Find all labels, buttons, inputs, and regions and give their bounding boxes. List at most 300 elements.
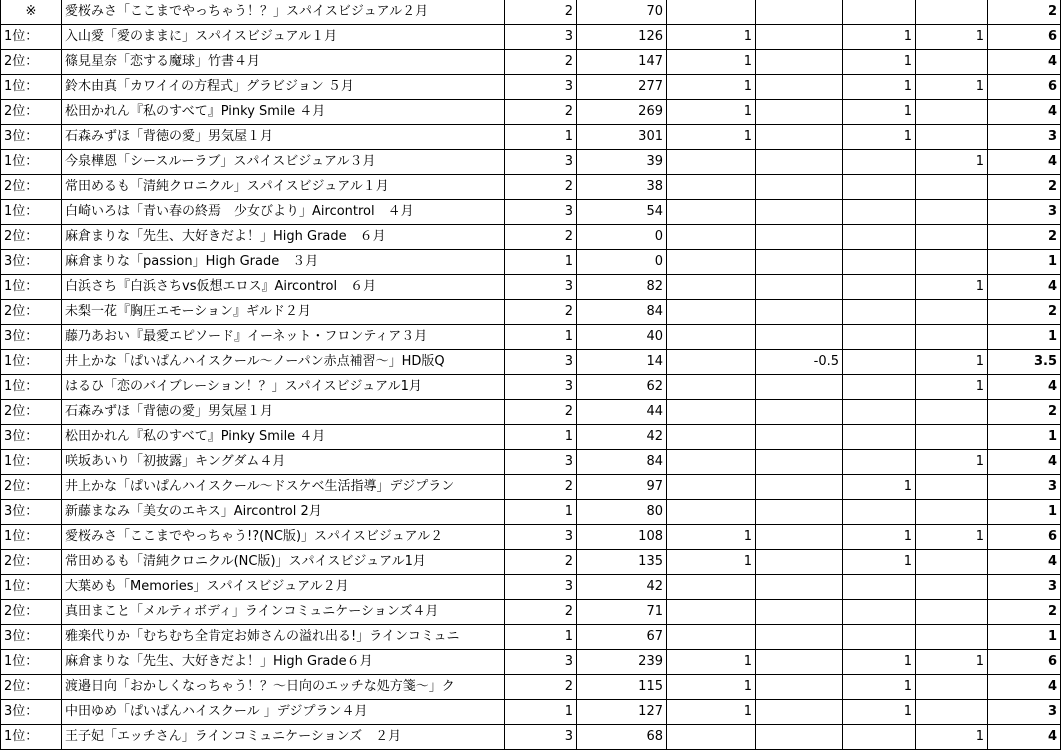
score-d-cell[interactable]: [756, 725, 843, 750]
points-cell[interactable]: 2: [505, 175, 577, 200]
score-f-cell[interactable]: [916, 200, 988, 225]
rank-cell[interactable]: 3位：: [1, 500, 62, 525]
points-cell[interactable]: 3: [505, 75, 577, 100]
points-cell[interactable]: 3: [505, 25, 577, 50]
score-e-cell[interactable]: [843, 175, 916, 200]
title-cell[interactable]: 麻倉まりな「passion」High Grade ３月: [62, 250, 505, 275]
total-cell[interactable]: 2: [988, 175, 1061, 200]
total-cell[interactable]: 4: [988, 450, 1061, 475]
count-cell[interactable]: 70: [577, 0, 667, 25]
count-cell[interactable]: 71: [577, 600, 667, 625]
points-cell[interactable]: 1: [505, 425, 577, 450]
table-row: [1, 325, 1061, 350]
points-cell[interactable]: 3: [505, 725, 577, 750]
score-c-cell[interactable]: [667, 225, 756, 250]
count-cell[interactable]: 62: [577, 375, 667, 400]
points-cell[interactable]: 2: [505, 300, 577, 325]
count-cell[interactable]: 14: [577, 350, 667, 375]
count-cell[interactable]: 301: [577, 125, 667, 150]
score-d-cell[interactable]: [756, 25, 843, 50]
rank-cell[interactable]: 1位：: [1, 75, 62, 100]
count-cell[interactable]: 38: [577, 175, 667, 200]
score-d-cell[interactable]: [756, 400, 843, 425]
score-e-cell[interactable]: [843, 725, 916, 750]
score-f-cell[interactable]: [916, 100, 988, 125]
count-cell[interactable]: 135: [577, 550, 667, 575]
score-e-cell[interactable]: [843, 0, 916, 25]
score-d-cell[interactable]: -0.5: [756, 350, 843, 375]
points-cell[interactable]: 3: [505, 275, 577, 300]
rank-cell[interactable]: 3位：: [1, 625, 62, 650]
score-c-cell[interactable]: [667, 0, 756, 25]
score-e-cell[interactable]: [843, 625, 916, 650]
count-cell[interactable]: 127: [577, 700, 667, 725]
table-row: [1, 425, 1061, 450]
score-d-cell[interactable]: [756, 600, 843, 625]
points-cell[interactable]: 1: [505, 325, 577, 350]
score-e-cell[interactable]: [843, 325, 916, 350]
score-c-cell[interactable]: 1: [667, 525, 756, 550]
score-f-cell[interactable]: 1: [916, 725, 988, 750]
title-cell[interactable]: 新藤まなみ「美女のエキス」Aircontrol 2月: [62, 500, 505, 525]
table-row: [1, 400, 1061, 425]
score-f-cell[interactable]: [916, 300, 988, 325]
table-row: [1, 475, 1061, 500]
score-f-cell[interactable]: [916, 500, 988, 525]
table-row: [1, 450, 1061, 475]
points-cell[interactable]: 2: [505, 475, 577, 500]
points-cell[interactable]: 1: [505, 625, 577, 650]
score-e-cell[interactable]: [843, 275, 916, 300]
total-cell[interactable]: 1: [988, 250, 1061, 275]
total-cell[interactable]: 3: [988, 200, 1061, 225]
count-cell[interactable]: 67: [577, 625, 667, 650]
score-d-cell[interactable]: [756, 700, 843, 725]
score-e-cell[interactable]: 1: [843, 50, 916, 75]
points-cell[interactable]: 1: [505, 500, 577, 525]
score-f-cell[interactable]: [916, 325, 988, 350]
score-c-cell[interactable]: [667, 375, 756, 400]
score-d-cell[interactable]: [756, 125, 843, 150]
score-f-cell[interactable]: [916, 475, 988, 500]
total-cell[interactable]: 3: [988, 700, 1061, 725]
score-c-cell[interactable]: 1: [667, 75, 756, 100]
rank-cell[interactable]: 1位：: [1, 25, 62, 50]
table-row: [1, 100, 1061, 125]
title-cell[interactable]: 今泉樺恩「シースルーラブ」スパイスビジュアル３月: [62, 150, 505, 175]
title-cell[interactable]: 篠見星奈「恋する魔球」竹書４月: [62, 50, 505, 75]
score-f-cell[interactable]: [916, 225, 988, 250]
title-cell[interactable]: 未梨一花『胸圧エモーション』ギルド２月: [62, 300, 505, 325]
count-cell[interactable]: 277: [577, 75, 667, 100]
total-cell[interactable]: 4: [988, 375, 1061, 400]
rank-cell[interactable]: ※: [1, 0, 62, 25]
score-c-cell[interactable]: [667, 200, 756, 225]
count-cell[interactable]: 84: [577, 450, 667, 475]
score-f-cell[interactable]: [916, 0, 988, 25]
score-e-cell[interactable]: [843, 450, 916, 475]
table-row: [1, 25, 1061, 50]
score-d-cell[interactable]: [756, 525, 843, 550]
count-cell[interactable]: 0: [577, 250, 667, 275]
rank-cell[interactable]: 2位：: [1, 175, 62, 200]
rank-cell[interactable]: 2位：: [1, 475, 62, 500]
table-row: [1, 225, 1061, 250]
total-cell[interactable]: 4: [988, 675, 1061, 700]
table-row: [1, 250, 1061, 275]
score-d-cell[interactable]: [756, 50, 843, 75]
score-c-cell[interactable]: [667, 150, 756, 175]
score-e-cell[interactable]: [843, 600, 916, 625]
points-cell[interactable]: 3: [505, 200, 577, 225]
points-cell[interactable]: 3: [505, 525, 577, 550]
points-cell[interactable]: 2: [505, 675, 577, 700]
total-cell[interactable]: 1: [988, 325, 1061, 350]
total-cell[interactable]: 6: [988, 75, 1061, 100]
score-c-cell[interactable]: [667, 175, 756, 200]
score-d-cell[interactable]: [756, 500, 843, 525]
total-cell[interactable]: 6: [988, 25, 1061, 50]
score-d-cell[interactable]: [756, 75, 843, 100]
title-cell[interactable]: 藤乃あおい『最愛エピソード』イーネット・フロンティア３月: [62, 325, 505, 350]
table-row: [1, 375, 1061, 400]
score-e-cell[interactable]: [843, 425, 916, 450]
title-cell[interactable]: 麻倉まりな「先生、大好きだよ！」High Grade６月: [62, 650, 505, 675]
rank-cell[interactable]: 1位：: [1, 200, 62, 225]
score-c-cell[interactable]: 1: [667, 100, 756, 125]
score-e-cell[interactable]: 1: [843, 475, 916, 500]
total-cell[interactable]: 4: [988, 550, 1061, 575]
title-cell[interactable]: 麻倉まりな「先生、大好きだよ！」High Grade ６月: [62, 225, 505, 250]
score-d-cell[interactable]: [756, 625, 843, 650]
score-c-cell[interactable]: [667, 575, 756, 600]
score-d-cell[interactable]: [756, 200, 843, 225]
score-f-cell[interactable]: [916, 550, 988, 575]
table-row: [1, 575, 1061, 600]
total-cell[interactable]: 4: [988, 50, 1061, 75]
table-row: [1, 200, 1061, 225]
score-f-cell[interactable]: [916, 675, 988, 700]
table-row: [1, 625, 1061, 650]
score-c-cell[interactable]: [667, 725, 756, 750]
title-cell[interactable]: 白浜さち『白浜さちvs仮想エロス』Aircontrol ６月: [62, 275, 505, 300]
table-row: [1, 600, 1061, 625]
score-e-cell[interactable]: [843, 575, 916, 600]
points-cell[interactable]: 1: [505, 125, 577, 150]
score-e-cell[interactable]: [843, 375, 916, 400]
score-f-cell[interactable]: 1: [916, 350, 988, 375]
rank-cell[interactable]: 3位：: [1, 700, 62, 725]
title-cell[interactable]: 入山愛「愛のままに」スパイスビジュアル１月: [62, 25, 505, 50]
title-cell[interactable]: 井上かな「ぱいぱんハイスクール～ドスケベ生活指導」デジプラン: [62, 475, 505, 500]
table-row: [1, 150, 1061, 175]
rank-cell[interactable]: 1位：: [1, 150, 62, 175]
total-cell[interactable]: 3: [988, 475, 1061, 500]
title-cell[interactable]: 松田かれん『私のすべて』Pinky Smile ４月: [62, 425, 505, 450]
score-e-cell[interactable]: [843, 225, 916, 250]
title-cell[interactable]: 石森みずほ「背徳の愛」男気屋１月: [62, 400, 505, 425]
points-cell[interactable]: 2: [505, 0, 577, 25]
count-cell[interactable]: 80: [577, 500, 667, 525]
score-e-cell[interactable]: 1: [843, 675, 916, 700]
score-c-cell[interactable]: 1: [667, 25, 756, 50]
score-d-cell[interactable]: [756, 450, 843, 475]
rank-cell[interactable]: 2位：: [1, 100, 62, 125]
score-c-cell[interactable]: 1: [667, 550, 756, 575]
total-cell[interactable]: 4: [988, 150, 1061, 175]
title-cell[interactable]: 松田かれん『私のすべて』Pinky Smile ４月: [62, 100, 505, 125]
rank-cell[interactable]: 2位：: [1, 50, 62, 75]
count-cell[interactable]: 269: [577, 100, 667, 125]
score-c-cell[interactable]: [667, 425, 756, 450]
title-cell[interactable]: 愛桜みさ「ここまでやっちゃう!?(NC版)」スパイスビジュアル２: [62, 525, 505, 550]
score-f-cell[interactable]: [916, 600, 988, 625]
score-d-cell[interactable]: [756, 100, 843, 125]
title-cell[interactable]: 井上かな「ぱいぱんハイスクール～ノーパン赤点補習～」HD版Q: [62, 350, 505, 375]
rank-cell[interactable]: 1位：: [1, 375, 62, 400]
title-cell[interactable]: 真田まこと「メルティボディ」ラインコミュニケーションズ４月: [62, 600, 505, 625]
table-row: [1, 725, 1061, 750]
count-cell[interactable]: 54: [577, 200, 667, 225]
score-d-cell[interactable]: [756, 300, 843, 325]
total-cell[interactable]: 3: [988, 125, 1061, 150]
score-e-cell[interactable]: [843, 400, 916, 425]
total-cell[interactable]: 1: [988, 625, 1061, 650]
score-f-cell[interactable]: [916, 625, 988, 650]
count-cell[interactable]: 126: [577, 25, 667, 50]
title-cell[interactable]: 雅楽代りか「むちむち全肯定お姉さんの溢れ出る!」ラインコミュニ: [62, 625, 505, 650]
count-cell[interactable]: 108: [577, 525, 667, 550]
score-f-cell[interactable]: 1: [916, 375, 988, 400]
rank-cell[interactable]: 1位：: [1, 575, 62, 600]
count-cell[interactable]: 147: [577, 50, 667, 75]
points-cell[interactable]: 3: [505, 575, 577, 600]
table-row: [1, 550, 1061, 575]
score-c-cell[interactable]: 1: [667, 125, 756, 150]
score-e-cell[interactable]: [843, 150, 916, 175]
title-cell[interactable]: 常田めるも「清純クロニクル(NC版)」スパイスビジュアル1月: [62, 550, 505, 575]
count-cell[interactable]: 42: [577, 575, 667, 600]
total-cell[interactable]: 1: [988, 425, 1061, 450]
table-row: [1, 700, 1061, 725]
points-cell[interactable]: 2: [505, 225, 577, 250]
score-e-cell[interactable]: 1: [843, 125, 916, 150]
total-cell[interactable]: 3: [988, 575, 1061, 600]
count-cell[interactable]: 44: [577, 400, 667, 425]
score-d-cell[interactable]: [756, 375, 843, 400]
score-e-cell[interactable]: [843, 200, 916, 225]
score-f-cell[interactable]: 1: [916, 450, 988, 475]
title-cell[interactable]: 鈴木由真「カワイイの方程式」グラビジョン ５月: [62, 75, 505, 100]
title-cell[interactable]: 愛桜みさ「ここまでやっちゃう！？」スパイスビジュアル２月: [62, 0, 505, 25]
score-c-cell[interactable]: [667, 275, 756, 300]
score-e-cell[interactable]: 1: [843, 650, 916, 675]
rank-cell[interactable]: 3位：: [1, 125, 62, 150]
score-c-cell[interactable]: [667, 600, 756, 625]
rank-cell[interactable]: 1位：: [1, 350, 62, 375]
title-cell[interactable]: 大葉めも「Memories」スパイスビジュアル２月: [62, 575, 505, 600]
score-f-cell[interactable]: [916, 250, 988, 275]
total-cell[interactable]: 2: [988, 0, 1061, 25]
title-cell[interactable]: 中田ゆめ「ぱいぱんハイスクール 」デジプラン４月: [62, 700, 505, 725]
points-cell[interactable]: 2: [505, 50, 577, 75]
rank-cell[interactable]: 1位：: [1, 650, 62, 675]
score-e-cell[interactable]: [843, 350, 916, 375]
score-d-cell[interactable]: [756, 675, 843, 700]
count-cell[interactable]: 97: [577, 475, 667, 500]
score-e-cell[interactable]: [843, 300, 916, 325]
score-e-cell[interactable]: 1: [843, 100, 916, 125]
rank-cell[interactable]: 2位：: [1, 675, 62, 700]
score-d-cell[interactable]: [756, 550, 843, 575]
score-c-cell[interactable]: [667, 350, 756, 375]
total-cell[interactable]: 6: [988, 650, 1061, 675]
count-cell[interactable]: 68: [577, 725, 667, 750]
score-d-cell[interactable]: [756, 175, 843, 200]
score-d-cell[interactable]: [756, 650, 843, 675]
points-cell[interactable]: 3: [505, 375, 577, 400]
table-row: [1, 275, 1061, 300]
count-cell[interactable]: 239: [577, 650, 667, 675]
table-row: [1, 300, 1061, 325]
count-cell[interactable]: 84: [577, 300, 667, 325]
score-d-cell[interactable]: [756, 475, 843, 500]
table-row: [1, 175, 1061, 200]
total-cell[interactable]: 1: [988, 500, 1061, 525]
title-cell[interactable]: 白崎いろは「青い春の終焉 少女びより」Aircontrol ４月: [62, 200, 505, 225]
score-c-cell[interactable]: 1: [667, 50, 756, 75]
count-cell[interactable]: 115: [577, 675, 667, 700]
score-c-cell[interactable]: [667, 475, 756, 500]
score-d-cell[interactable]: [756, 225, 843, 250]
score-f-cell[interactable]: 1: [916, 525, 988, 550]
rank-cell[interactable]: 2位：: [1, 550, 62, 575]
score-c-cell[interactable]: 1: [667, 700, 756, 725]
score-d-cell[interactable]: [756, 425, 843, 450]
spreadsheet-body: [1, 0, 1061, 750]
score-f-cell[interactable]: [916, 175, 988, 200]
total-cell[interactable]: 2: [988, 400, 1061, 425]
table-row: [1, 50, 1061, 75]
rank-cell[interactable]: 1位：: [1, 450, 62, 475]
points-cell[interactable]: 3: [505, 150, 577, 175]
score-d-cell[interactable]: [756, 0, 843, 25]
rank-cell[interactable]: 3位：: [1, 425, 62, 450]
table-row: [1, 350, 1061, 375]
points-cell[interactable]: 1: [505, 250, 577, 275]
score-f-cell[interactable]: [916, 400, 988, 425]
score-f-cell[interactable]: 1: [916, 275, 988, 300]
points-cell[interactable]: 2: [505, 400, 577, 425]
score-f-cell[interactable]: [916, 700, 988, 725]
rank-cell[interactable]: 1位：: [1, 525, 62, 550]
score-c-cell[interactable]: [667, 250, 756, 275]
score-e-cell[interactable]: 1: [843, 525, 916, 550]
count-cell[interactable]: 0: [577, 225, 667, 250]
score-e-cell[interactable]: 1: [843, 75, 916, 100]
count-cell[interactable]: 82: [577, 275, 667, 300]
rank-cell[interactable]: 2位：: [1, 400, 62, 425]
points-cell[interactable]: 3: [505, 450, 577, 475]
score-e-cell[interactable]: 1: [843, 25, 916, 50]
score-c-cell[interactable]: [667, 500, 756, 525]
points-cell[interactable]: 2: [505, 600, 577, 625]
score-c-cell[interactable]: [667, 325, 756, 350]
count-cell[interactable]: 42: [577, 425, 667, 450]
score-d-cell[interactable]: [756, 275, 843, 300]
score-f-cell[interactable]: 1: [916, 150, 988, 175]
rank-cell[interactable]: 1位：: [1, 725, 62, 750]
score-c-cell[interactable]: [667, 450, 756, 475]
points-cell[interactable]: 3: [505, 650, 577, 675]
score-f-cell[interactable]: [916, 575, 988, 600]
points-cell[interactable]: 2: [505, 100, 577, 125]
title-cell[interactable]: 咲坂あいり「初披露」キングダム４月: [62, 450, 505, 475]
table-row: [1, 500, 1061, 525]
score-d-cell[interactable]: [756, 575, 843, 600]
count-cell[interactable]: 40: [577, 325, 667, 350]
score-c-cell[interactable]: 1: [667, 650, 756, 675]
rank-cell[interactable]: 3位：: [1, 325, 62, 350]
score-d-cell[interactable]: [756, 325, 843, 350]
title-cell[interactable]: 石森みずほ「背徳の愛」男気屋１月: [62, 125, 505, 150]
total-cell[interactable]: 2: [988, 300, 1061, 325]
points-cell[interactable]: 3: [505, 350, 577, 375]
score-e-cell[interactable]: 1: [843, 700, 916, 725]
score-f-cell[interactable]: [916, 50, 988, 75]
score-c-cell[interactable]: [667, 625, 756, 650]
total-cell[interactable]: 4: [988, 725, 1061, 750]
rank-cell[interactable]: 3位：: [1, 250, 62, 275]
total-cell[interactable]: 4: [988, 275, 1061, 300]
score-f-cell[interactable]: [916, 125, 988, 150]
score-f-cell[interactable]: [916, 425, 988, 450]
score-d-cell[interactable]: [756, 150, 843, 175]
score-c-cell[interactable]: 1: [667, 675, 756, 700]
total-cell[interactable]: 2: [988, 225, 1061, 250]
total-cell[interactable]: 3.5: [988, 350, 1061, 375]
total-cell[interactable]: 2: [988, 600, 1061, 625]
score-c-cell[interactable]: [667, 300, 756, 325]
table-row: [1, 675, 1061, 700]
total-cell[interactable]: 4: [988, 100, 1061, 125]
title-cell[interactable]: 渡邉日向「おかしくなっちゃう！？～日向のエッチな処方箋～」ク: [62, 675, 505, 700]
points-cell[interactable]: 2: [505, 550, 577, 575]
score-d-cell[interactable]: [756, 250, 843, 275]
rank-cell[interactable]: 2位：: [1, 225, 62, 250]
score-f-cell[interactable]: 1: [916, 25, 988, 50]
rank-cell[interactable]: 1位：: [1, 275, 62, 300]
rank-cell[interactable]: 2位：: [1, 600, 62, 625]
score-f-cell[interactable]: 1: [916, 75, 988, 100]
score-e-cell[interactable]: [843, 500, 916, 525]
count-cell[interactable]: 39: [577, 150, 667, 175]
table-row: [1, 525, 1061, 550]
points-cell[interactable]: 1: [505, 700, 577, 725]
score-f-cell[interactable]: 1: [916, 650, 988, 675]
title-cell[interactable]: はるひ「恋のバイブレーション！？」スパイスビジュアル1月: [62, 375, 505, 400]
table-row: [1, 125, 1061, 150]
total-cell[interactable]: 6: [988, 525, 1061, 550]
score-c-cell[interactable]: [667, 400, 756, 425]
title-cell[interactable]: 王子妃「エッチさん」ラインコミュニケーションズ ２月: [62, 725, 505, 750]
table-row: [1, 0, 1061, 25]
score-e-cell[interactable]: 1: [843, 550, 916, 575]
rank-cell[interactable]: 2位：: [1, 300, 62, 325]
table-row: [1, 650, 1061, 675]
score-e-cell[interactable]: [843, 250, 916, 275]
title-cell[interactable]: 常田めるも「清純クロニクル」スパイスビジュアル１月: [62, 175, 505, 200]
